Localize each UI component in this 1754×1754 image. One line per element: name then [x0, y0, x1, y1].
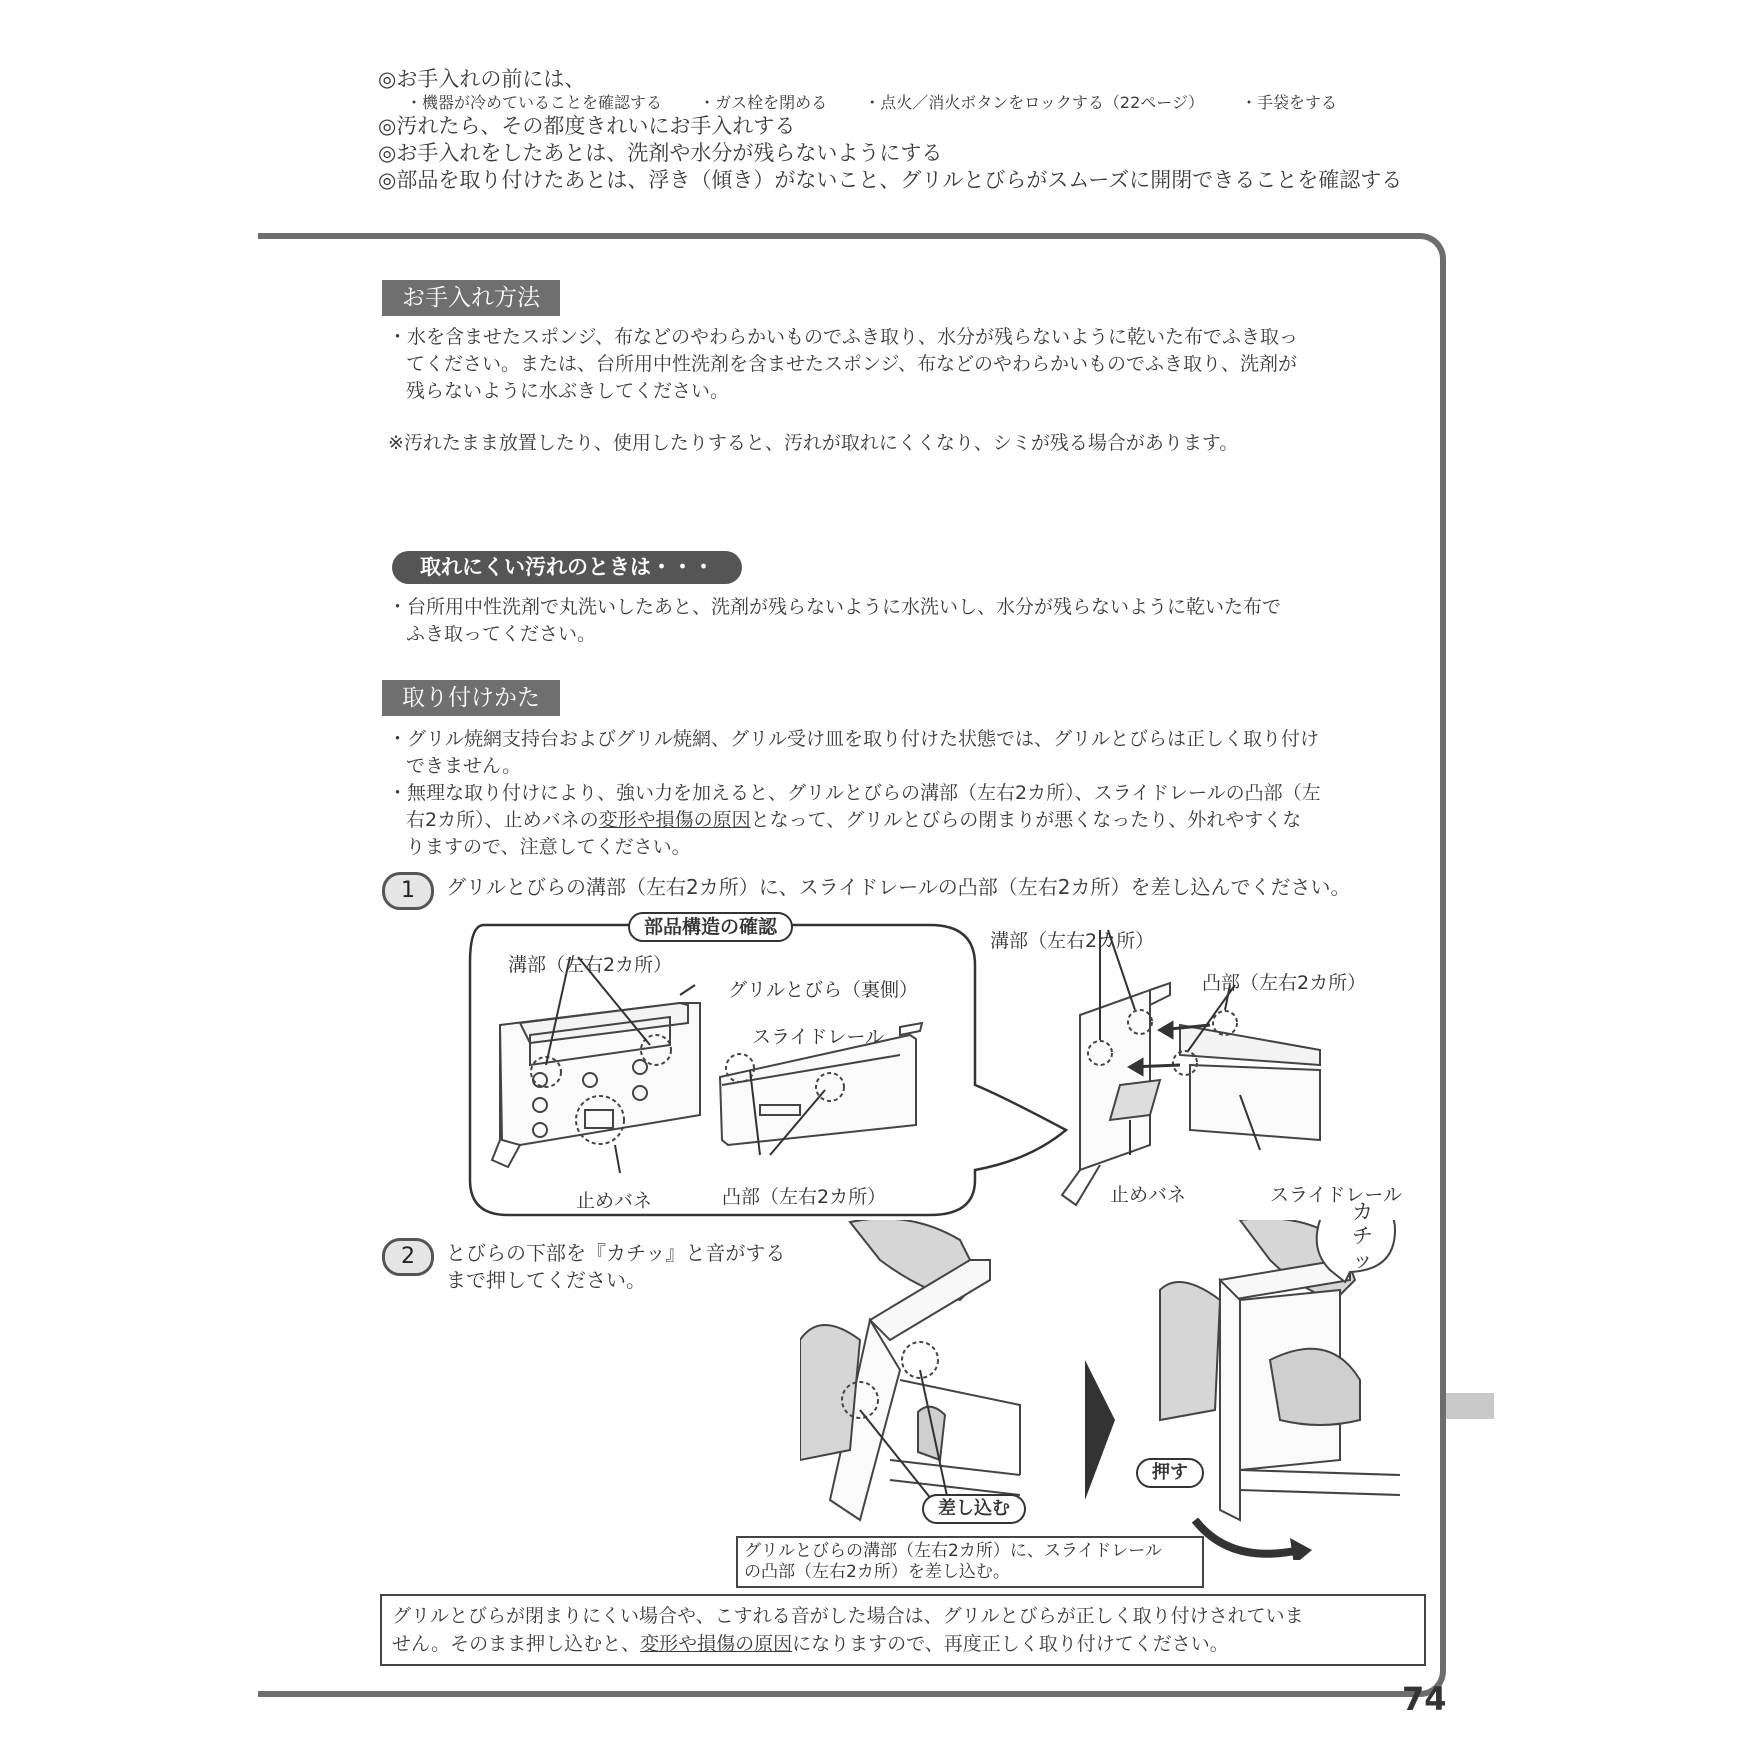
- protrusion-label-right: 凸部（左右2カ所）: [1202, 972, 1367, 994]
- closing-warning: [380, 1594, 1426, 1666]
- care-line: てください。または、台所用中性洗剤を含ませたスポンジ、布などのやわらかいものでふき取り、洗剤が: [406, 353, 1298, 375]
- stubborn-instructions: [388, 594, 1281, 648]
- insert-label: 差し込む: [922, 1494, 1026, 1524]
- care-line: ・水を含ませたスポンジ、布などのやわらかいものでふき取り、水分が残らないように乾いた布でふき取っ: [388, 326, 1299, 348]
- care-heading: お手入れ方法: [382, 280, 560, 316]
- install-heading: 取り付けかた: [382, 680, 560, 716]
- note-sub-item: ・手袋をする: [1241, 93, 1338, 112]
- click-sound-label: カチッ: [1352, 1200, 1373, 1272]
- step-2-line: まで押してください。: [446, 1268, 646, 1292]
- protrusion-label: 凸部（左右2カ所）: [722, 1186, 887, 1208]
- note-line: ◎汚れたら、その都度きれいにお手入れする: [378, 114, 796, 138]
- stop-spring-label: 止めバネ: [576, 1190, 653, 1212]
- note-sub-item: ・点火／消火ボタンをロックする（22ページ）: [864, 93, 1204, 112]
- groove-label-right: 溝部（左右2カ所）: [990, 930, 1155, 952]
- slide-rail-label: スライドレール: [752, 1026, 885, 1048]
- step-2-line: とびらの下部を『カチッ』と音がする: [446, 1241, 786, 1265]
- section-side-tab: [1446, 1393, 1494, 1419]
- door-back-label: グリルとびら（裏側）: [728, 979, 919, 1001]
- step-2-illustration: [800, 1220, 1400, 1560]
- note-sub-item: ・ガス栓を閉める: [699, 93, 828, 112]
- care-line: 残らないように水ぶきしてください。: [406, 380, 730, 402]
- install-instructions: [388, 726, 1418, 861]
- warning-text: せん。そのまま押し込むと、: [392, 1633, 641, 1655]
- install-line: ・無理な取り付けにより、強い力を加えると、グリルとびらの溝部（左右2カ所）、スライドレールの凸部（左: [388, 782, 1321, 804]
- push-label: 押す: [1136, 1458, 1204, 1488]
- note-line: ◎部品を取り付けたあとは、浮き（傾き）がないこと、グリルとびらがスムーズに開閉できることを確認する: [378, 168, 1403, 192]
- care-instructions: [388, 324, 1408, 405]
- install-line: [388, 807, 1418, 834]
- slide-rail-label-right: スライドレール: [1270, 1184, 1403, 1206]
- stop-spring-label-right: 止めバネ: [1110, 1184, 1187, 1206]
- install-text: 右2カ所）、止めバネの: [406, 809, 599, 831]
- damage-cause-underlined: 変形や損傷の原因: [598, 809, 751, 831]
- stubborn-heading: 取れにくい汚れのときは・・・: [392, 551, 742, 584]
- care-note: ※汚れたまま放置したり、使用したりすると、汚れが取れにくくなり、シミが残る場合があります。: [388, 432, 1239, 454]
- parts-structure-callout: 部品構造の確認: [628, 912, 793, 942]
- caption-line: の凸部（左右2カ所）を差し込む。: [744, 1562, 1010, 1582]
- groove-label: 溝部（左右2カ所）: [508, 954, 673, 976]
- stubborn-line: ・台所用中性洗剤で丸洗いしたあと、洗剤が残らないように水洗いし、水分が残らないように乾いた布で: [388, 596, 1282, 618]
- install-line: ・グリル焼網支持台およびグリル焼網、グリル受け皿を取り付けた状態では、グリルとびらは正しく取り付け: [388, 728, 1320, 750]
- step-2-badge: 2: [382, 1238, 434, 1276]
- note-line: ◎お手入れをしたあとは、洗剤や水分が残らないようにする: [378, 141, 943, 165]
- caption-line: グリルとびらの溝部（左右2カ所）に、スライドレール: [744, 1541, 1162, 1561]
- warning-line: [392, 1630, 1414, 1658]
- page-number: 74: [1402, 1680, 1447, 1718]
- step-1-text: グリルとびらの溝部（左右2カ所）に、スライドレールの凸部（左右2カ所）を差し込んでください。: [446, 875, 1351, 899]
- warning-line: グリルとびらが閉まりにくい場合や、こすれる音がした場合は、グリルとびらが正しく取り付けされていま: [392, 1605, 1304, 1627]
- step-2-text: [446, 1240, 785, 1294]
- warning-text: になりますので、再度正しく取り付けてください。: [792, 1633, 1229, 1655]
- step-2-caption: [736, 1536, 1204, 1588]
- install-line: りますので、注意してください。: [406, 836, 691, 858]
- note-sub-item: ・機器が冷めていることを確認する: [406, 93, 663, 112]
- install-text: となって、グリルとびらの閉まりが悪くなったり、外れやすくな: [750, 809, 1302, 831]
- note-sub-items: [378, 93, 1402, 113]
- install-line: できません。: [406, 755, 522, 777]
- step-1-badge: 1: [382, 872, 434, 910]
- damage-cause-underlined: 変形や損傷の原因: [640, 1633, 793, 1655]
- pre-care-notes: [378, 66, 1402, 194]
- note-line: ◎お手入れの前には、: [378, 67, 586, 91]
- stubborn-line: ふき取ってください。: [406, 623, 597, 645]
